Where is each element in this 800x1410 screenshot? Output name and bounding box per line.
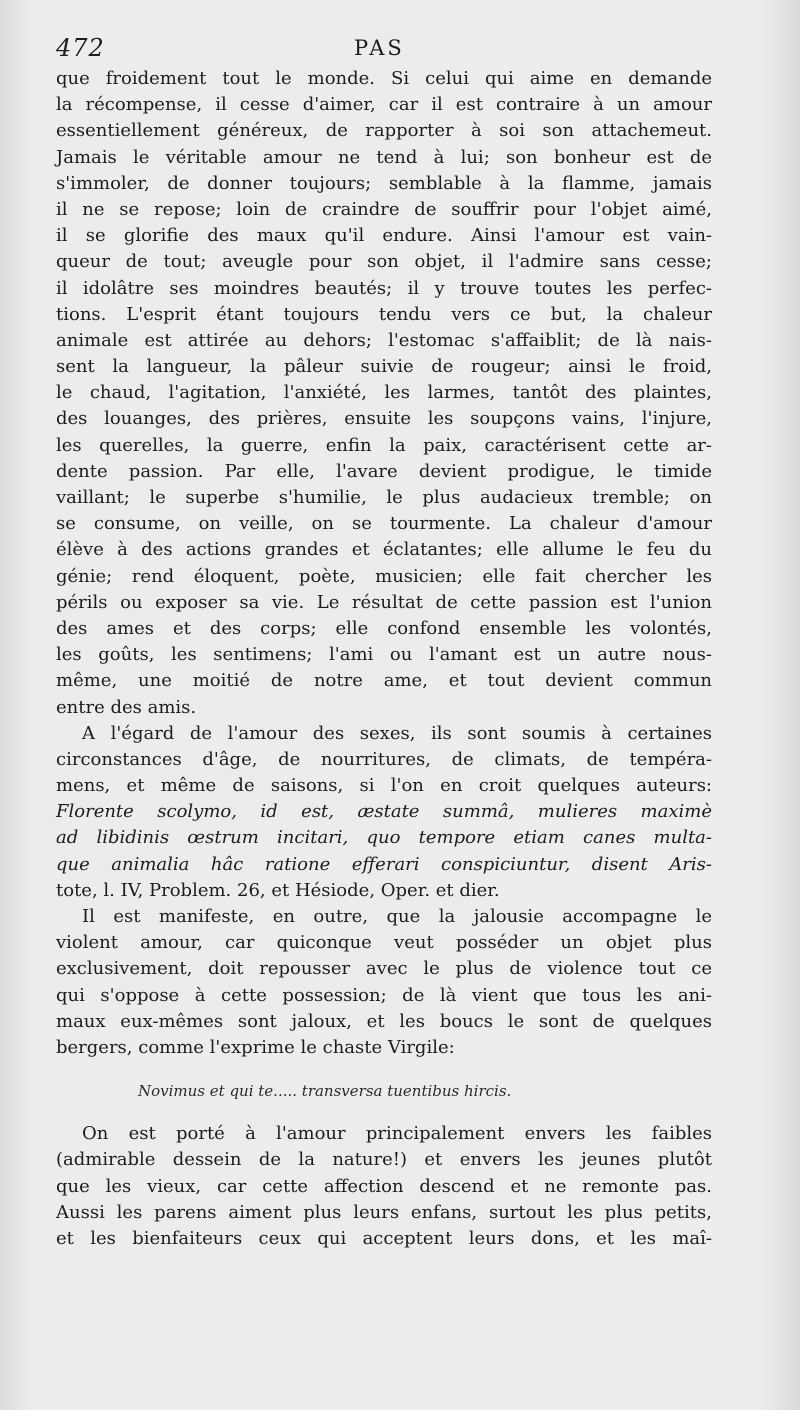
text-line: les querelles, la guerre, enfin la paix, caractérisent cette ar-	[56, 434, 712, 456]
text-line: génie; rend éloquent, poète, musicien; elle fait chercher les	[56, 565, 712, 587]
page-number: 472	[56, 34, 105, 62]
body-text	[56, 66, 712, 1252]
text-line: le chaud, l'agitation, l'anxiété, les larmes, tantôt des plaintes,	[56, 382, 712, 404]
spacer	[56, 1061, 712, 1077]
text-line: essentiellement généreux, de rapporter à soi son attachemeut.	[56, 120, 712, 142]
text-line: maux eux-mêmes sont jaloux, et les boucs le sont de quelques	[56, 1010, 712, 1032]
text-line: se consume, on veille, on se tourmente. La chaleur d'amour	[56, 513, 712, 535]
latin-quote-line: que animalia hâc ratione efferari conspiciuntur, disent Aris-	[56, 853, 712, 875]
text-line: périls ou exposer sa vie. Le résultat de cette passion est l'union	[56, 591, 712, 613]
paragraph-3	[56, 904, 712, 1061]
paragraph-1	[56, 66, 712, 721]
verse-quotation: Novimus et qui te..... transversa tuentibus hircis.	[138, 1082, 512, 1101]
latin-quote-line: ad libidinis œstrum incitari, quo tempore etiam canes multa-	[56, 827, 712, 849]
text-line: mens, et même de saisons, si l'on en croit quelques auteurs:	[56, 775, 712, 797]
text-line: même, une moitié de notre ame, et tout devient commun	[56, 670, 712, 692]
text-line: tions. L'esprit étant toujours tendu vers ce but, la chaleur	[56, 303, 712, 325]
text-line: il ne se repose; loin de craindre de souffrir pour l'objet aimé,	[56, 198, 712, 220]
text-line: la récompense, il cesse d'aimer, car il est contraire à un amour	[56, 94, 712, 116]
header-title: PAS	[354, 36, 405, 60]
text-line: entre des amis.	[56, 696, 197, 718]
text-line: dente passion. Par elle, l'avare devient prodigue, le timide	[56, 460, 712, 482]
text-line: Jamais le véritable amour ne tend à lui; son bonheur est de	[56, 146, 712, 168]
text-line: des ames et des corps; elle confond ensemble les volontés,	[56, 617, 712, 639]
text-line: vaillant; le superbe s'humilie, le plus audacieux tremble; on	[56, 487, 712, 508]
text-line: queur de tout; aveugle pour son objet, il l'admire sans cesse;	[56, 251, 712, 273]
text-line: On est porté à l'amour principalement envers les faibles	[82, 1123, 712, 1145]
text-line: élève à des actions grandes et éclatantes; elle allume le feu du	[56, 539, 712, 561]
text-line: violent amour, car quiconque veut posséder un objet plus	[56, 932, 712, 954]
paragraph-2	[56, 721, 712, 904]
spacer	[56, 1105, 712, 1121]
text-line: sent la langueur, la pâleur suivie de rougeur; ainsi le froid,	[56, 356, 712, 378]
text-line: que froidement tout le monde. Si celui qui aime en demande	[56, 68, 712, 89]
text-line: exclusivement, doit repousser avec le plus de violence tout ce	[56, 958, 712, 980]
text-line: des louanges, des prières, ensuite les soupçons vains, l'injure,	[56, 408, 712, 430]
text-line: il idolâtre ses moindres beautés; il y trouve toutes les perfec-	[56, 277, 712, 299]
text-line: les goûts, les sentimens; l'ami ou l'amant est un autre nous-	[56, 644, 712, 666]
citation-line: tote, l. IV, Problem. 26, et Hésiode, Oper. et dier.	[56, 879, 500, 901]
text-line: circonstances d'âge, de nourritures, de climats, de tempéra-	[56, 748, 712, 770]
text-line: que les vieux, car cette affection descend et ne remonte pas.	[56, 1175, 712, 1197]
running-head	[56, 34, 716, 68]
text-line: qui s'oppose à cette possession; de là vient que tous les ani-	[56, 984, 712, 1006]
text-line: (admirable dessein de la nature!) et envers les jeunes plutôt	[56, 1149, 712, 1171]
text-line: et les bienfaiteurs ceux qui acceptent leurs dons, et les maî-	[56, 1227, 712, 1249]
text-line: bergers, comme l'exprime le chaste Virgile:	[56, 1036, 455, 1058]
text-line: s'immoler, de donner toujours; semblable à la flamme, jamais	[56, 172, 712, 194]
text-line: A l'égard de l'amour des sexes, ils sont soumis à certaines	[82, 722, 712, 744]
paragraph-4	[56, 1121, 712, 1252]
text-line: Aussi les parens aiment plus leurs enfans, surtout les plus petits,	[56, 1201, 712, 1223]
text-line: animale est attirée au dehors; l'estomac s'affaiblit; de là nais-	[56, 329, 712, 351]
text-line: il se glorifie des maux qu'il endure. Ainsi l'amour est vain-	[56, 225, 712, 247]
latin-quote-line: Florente scolymo, id est, æstate summâ, mulieres maximè	[56, 801, 712, 823]
text-line: Il est manifeste, en outre, que la jalousie accompagne le	[82, 906, 712, 927]
